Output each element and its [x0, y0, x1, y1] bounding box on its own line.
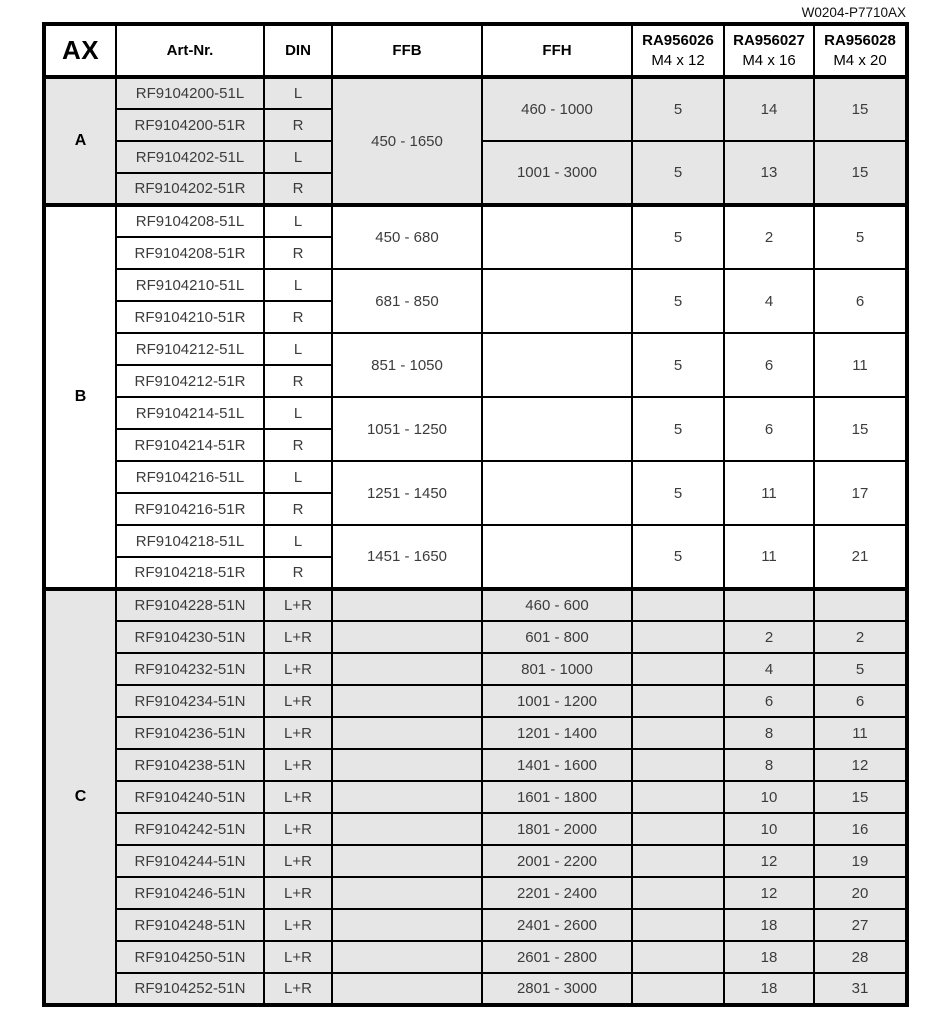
col-header-art-nr: Art-Nr. [116, 24, 264, 77]
qty-cell-ra956028: 17 [814, 461, 907, 525]
din-cell: R [264, 493, 332, 525]
art-number-cell: RF9104212-51R [116, 365, 264, 397]
qty-cell-ra956026 [632, 781, 724, 813]
din-cell: L [264, 141, 332, 173]
group-label-cell-b: B [44, 205, 116, 589]
qty-cell-ra956028: 31 [814, 973, 907, 1005]
art-number-cell: RF9104214-51R [116, 429, 264, 461]
table-row [44, 877, 907, 909]
qty-cell-ra956028: 15 [814, 781, 907, 813]
ffh-range-cell [482, 269, 632, 333]
qty-cell-ra956027: 10 [724, 813, 814, 845]
art-number-cell: RF9104228-51N [116, 589, 264, 621]
din-cell: L+R [264, 685, 332, 717]
qty-cell-ra956027: 4 [724, 269, 814, 333]
ffh-range-cell [482, 205, 632, 269]
din-cell: R [264, 557, 332, 589]
table-row [44, 461, 907, 493]
table-row [44, 269, 907, 301]
qty-cell-ra956028: 28 [814, 941, 907, 973]
qty-cell-ra956027: 6 [724, 685, 814, 717]
art-number-cell: RF9104236-51N [116, 717, 264, 749]
screw-size-label: M4 x 16 [742, 51, 796, 69]
qty-cell-ra956028: 15 [814, 141, 907, 205]
din-cell: L+R [264, 717, 332, 749]
table-row [44, 973, 907, 1005]
din-cell: R [264, 301, 332, 333]
screw-size-label: M4 x 20 [833, 51, 887, 69]
qty-cell-ra956026 [632, 877, 724, 909]
din-cell: L [264, 205, 332, 237]
art-number-cell: RF9104216-51L [116, 461, 264, 493]
table-row [44, 909, 907, 941]
art-number-cell: RF9104216-51R [116, 493, 264, 525]
table-row [44, 749, 907, 781]
din-cell: L+R [264, 813, 332, 845]
qty-cell-ra956028: 12 [814, 749, 907, 781]
qty-cell-ra956028: 19 [814, 845, 907, 877]
din-cell: R [264, 365, 332, 397]
group-label-cell-c: C [44, 589, 116, 1005]
table-row [44, 621, 907, 653]
qty-cell-ra956026 [632, 941, 724, 973]
ffh-range-cell: 2201 - 2400 [482, 877, 632, 909]
qty-cell-ra956026 [632, 749, 724, 781]
qty-cell-ra956026: 5 [632, 461, 724, 525]
table-row [44, 205, 907, 237]
qty-cell-ra956026 [632, 973, 724, 1005]
ffb-range-cell: 450 - 1650 [332, 77, 482, 205]
qty-cell-ra956027: 8 [724, 749, 814, 781]
document-code: W0204-P7710AX [801, 5, 906, 20]
screw-size-label: M4 x 12 [651, 51, 705, 69]
ffh-range-cell [482, 397, 632, 461]
ffb-range-cell: 1051 - 1250 [332, 397, 482, 461]
art-number-cell: RF9104248-51N [116, 909, 264, 941]
table-row [44, 653, 907, 685]
din-cell: L+R [264, 877, 332, 909]
ffb-range-cell [332, 877, 482, 909]
qty-cell-ra956026: 5 [632, 397, 724, 461]
ffh-range-cell: 460 - 1000 [482, 77, 632, 141]
din-cell: L+R [264, 781, 332, 813]
qty-cell-ra956026: 5 [632, 525, 724, 589]
din-cell: L [264, 269, 332, 301]
qty-cell-ra956027: 18 [724, 941, 814, 973]
ffb-range-cell [332, 813, 482, 845]
art-number-cell: RF9104218-51L [116, 525, 264, 557]
din-cell: L+R [264, 973, 332, 1005]
col-header-ffh: FFH [482, 24, 632, 77]
qty-cell-ra956026 [632, 653, 724, 685]
ffb-range-cell: 851 - 1050 [332, 333, 482, 397]
qty-cell-ra956026 [632, 589, 724, 621]
ffh-range-cell: 1001 - 3000 [482, 141, 632, 205]
ffb-range-cell [332, 909, 482, 941]
art-number-cell: RF9104232-51N [116, 653, 264, 685]
art-number-cell: RF9104214-51L [116, 397, 264, 429]
din-cell: L [264, 461, 332, 493]
qty-cell-ra956026: 5 [632, 269, 724, 333]
art-number-cell: RF9104200-51R [116, 109, 264, 141]
qty-cell-ra956027: 14 [724, 77, 814, 141]
table-row [44, 941, 907, 973]
ffh-range-cell: 2401 - 2600 [482, 909, 632, 941]
qty-cell-ra956027: 2 [724, 205, 814, 269]
din-cell: L [264, 333, 332, 365]
din-cell: L [264, 77, 332, 109]
din-cell: R [264, 237, 332, 269]
qty-cell-ra956028: 6 [814, 269, 907, 333]
din-cell: L+R [264, 653, 332, 685]
din-cell: R [264, 429, 332, 461]
screw-code-label: RA956028 [824, 32, 896, 49]
table-row [44, 397, 907, 429]
qty-cell-ra956028: 5 [814, 653, 907, 685]
ffh-range-cell: 1201 - 1400 [482, 717, 632, 749]
ffb-range-cell [332, 781, 482, 813]
art-number-cell: RF9104242-51N [116, 813, 264, 845]
qty-cell-ra956027: 18 [724, 909, 814, 941]
table-row [44, 685, 907, 717]
qty-cell-ra956028: 16 [814, 813, 907, 845]
ffb-range-cell: 1251 - 1450 [332, 461, 482, 525]
art-number-cell: RF9104212-51L [116, 333, 264, 365]
qty-cell-ra956028: 20 [814, 877, 907, 909]
art-number-cell: RF9104202-51L [116, 141, 264, 173]
col-header-din: DIN [264, 24, 332, 77]
qty-cell-ra956028: 2 [814, 621, 907, 653]
din-cell: R [264, 109, 332, 141]
ffb-range-cell [332, 941, 482, 973]
art-number-cell: RF9104252-51N [116, 973, 264, 1005]
table-row [44, 77, 907, 109]
qty-cell-ra956028: 15 [814, 77, 907, 141]
qty-cell-ra956027: 12 [724, 845, 814, 877]
qty-cell-ra956026: 5 [632, 77, 724, 141]
qty-cell-ra956026 [632, 909, 724, 941]
document-body [42, 4, 906, 1007]
art-number-cell: RF9104208-51L [116, 205, 264, 237]
screw-code-label: RA956026 [642, 32, 714, 49]
qty-cell-ra956026 [632, 845, 724, 877]
qty-cell-ra956027: 2 [724, 621, 814, 653]
din-cell: L+R [264, 909, 332, 941]
art-number-cell: RF9104246-51N [116, 877, 264, 909]
group-label-cell-a: A [44, 77, 116, 205]
qty-cell-ra956028: 5 [814, 205, 907, 269]
qty-cell-ra956028: 11 [814, 717, 907, 749]
qty-cell-ra956027: 13 [724, 141, 814, 205]
qty-cell-ra956026 [632, 717, 724, 749]
art-number-cell: RF9104234-51N [116, 685, 264, 717]
qty-cell-ra956027: 6 [724, 333, 814, 397]
qty-cell-ra956026 [632, 685, 724, 717]
qty-cell-ra956026: 5 [632, 333, 724, 397]
din-cell: L [264, 397, 332, 429]
parts-table [42, 22, 909, 1007]
qty-cell-ra956028: 21 [814, 525, 907, 589]
col-header-ffb: FFB [332, 24, 482, 77]
ffh-range-cell: 2001 - 2200 [482, 845, 632, 877]
qty-cell-ra956027: 18 [724, 973, 814, 1005]
table-row [44, 845, 907, 877]
ffh-range-cell: 1001 - 1200 [482, 685, 632, 717]
art-number-cell: RF9104210-51L [116, 269, 264, 301]
art-number-cell: RF9104202-51R [116, 173, 264, 205]
qty-cell-ra956027: 4 [724, 653, 814, 685]
ffb-range-cell: 450 - 680 [332, 205, 482, 269]
art-number-cell: RF9104244-51N [116, 845, 264, 877]
qty-cell-ra956027: 6 [724, 397, 814, 461]
ffb-range-cell [332, 589, 482, 621]
ffb-range-cell [332, 749, 482, 781]
table-row [44, 813, 907, 845]
col-header-ra956026 [632, 24, 724, 77]
qty-cell-ra956028: 27 [814, 909, 907, 941]
art-number-cell: RF9104208-51R [116, 237, 264, 269]
din-cell: L [264, 525, 332, 557]
ffh-range-cell [482, 525, 632, 589]
qty-cell-ra956027 [724, 589, 814, 621]
din-cell: L+R [264, 941, 332, 973]
art-number-cell: RF9104210-51R [116, 301, 264, 333]
art-number-cell: RF9104240-51N [116, 781, 264, 813]
table-row [44, 589, 907, 621]
ffb-range-cell [332, 973, 482, 1005]
qty-cell-ra956027: 11 [724, 461, 814, 525]
ffh-range-cell [482, 461, 632, 525]
screw-code-label: RA956027 [733, 32, 805, 49]
ffh-range-cell: 2601 - 2800 [482, 941, 632, 973]
ffb-range-cell [332, 845, 482, 877]
qty-cell-ra956026 [632, 621, 724, 653]
din-cell: L+R [264, 589, 332, 621]
qty-cell-ra956028 [814, 589, 907, 621]
qty-cell-ra956026: 5 [632, 205, 724, 269]
header-row [44, 24, 907, 77]
table-row [44, 717, 907, 749]
ffb-range-cell: 1451 - 1650 [332, 525, 482, 589]
qty-cell-ra956028: 11 [814, 333, 907, 397]
art-number-cell: RF9104200-51L [116, 77, 264, 109]
qty-cell-ra956028: 6 [814, 685, 907, 717]
qty-cell-ra956028: 15 [814, 397, 907, 461]
ffh-range-cell: 2801 - 3000 [482, 973, 632, 1005]
art-number-cell: RF9104218-51R [116, 557, 264, 589]
ffb-range-cell [332, 685, 482, 717]
ffb-range-cell [332, 621, 482, 653]
din-cell: L+R [264, 845, 332, 877]
ffh-range-cell: 801 - 1000 [482, 653, 632, 685]
din-cell: L+R [264, 621, 332, 653]
art-number-cell: RF9104230-51N [116, 621, 264, 653]
table-row [44, 525, 907, 557]
col-header-ra956028 [814, 24, 907, 77]
qty-cell-ra956027: 8 [724, 717, 814, 749]
qty-cell-ra956026: 5 [632, 141, 724, 205]
ffb-range-cell [332, 653, 482, 685]
table-row [44, 781, 907, 813]
ffb-range-cell: 681 - 850 [332, 269, 482, 333]
art-number-cell: RF9104250-51N [116, 941, 264, 973]
ffh-range-cell: 460 - 600 [482, 589, 632, 621]
ffb-range-cell [332, 717, 482, 749]
table-row [44, 333, 907, 365]
din-cell: R [264, 173, 332, 205]
ffh-range-cell: 601 - 800 [482, 621, 632, 653]
qty-cell-ra956027: 10 [724, 781, 814, 813]
ffh-range-cell [482, 333, 632, 397]
col-header-ra956027 [724, 24, 814, 77]
qty-cell-ra956026 [632, 813, 724, 845]
ffh-range-cell: 1601 - 1800 [482, 781, 632, 813]
qty-cell-ra956027: 11 [724, 525, 814, 589]
din-cell: L+R [264, 749, 332, 781]
qty-cell-ra956027: 12 [724, 877, 814, 909]
art-number-cell: RF9104238-51N [116, 749, 264, 781]
ffh-range-cell: 1401 - 1600 [482, 749, 632, 781]
col-header-ax: AX [44, 24, 116, 77]
ffh-range-cell: 1801 - 2000 [482, 813, 632, 845]
